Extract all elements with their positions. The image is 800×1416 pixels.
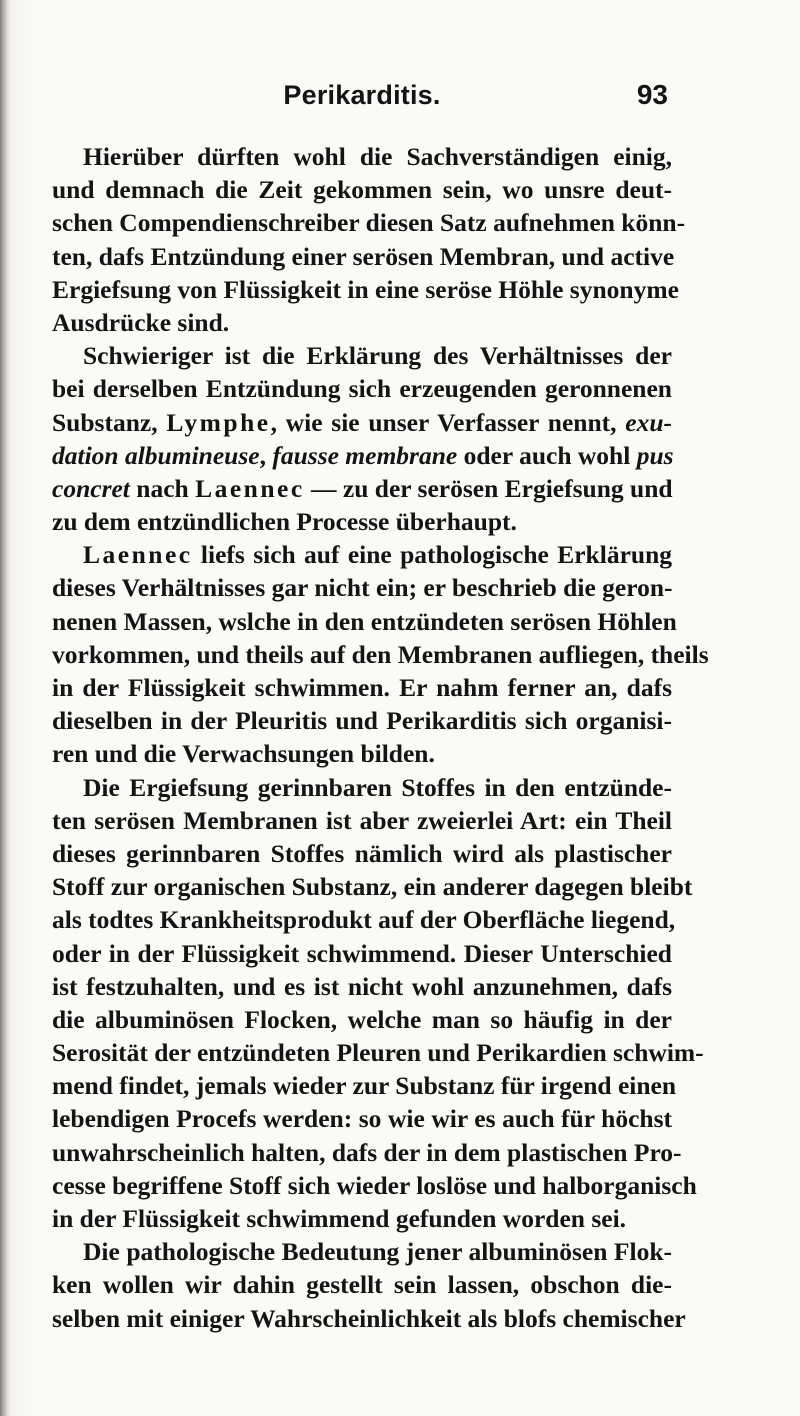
italic-term: exu-: [625, 407, 672, 437]
text-run: liefs sich auf eine pathologische Erklärung: [192, 540, 672, 570]
page-number: 93: [636, 79, 668, 110]
text-line: [52, 472, 672, 505]
text-line: Die Ergiefsung gerinnbaren Stoffes in den entzünde-: [83, 772, 672, 802]
text-line: [52, 538, 672, 571]
italic-term: pus: [636, 440, 674, 470]
text-line: Die pathologische Bedeutung jener albuminösen Flok-: [83, 1237, 672, 1267]
text-line: Ausdrücke sind.: [52, 307, 230, 337]
text-line: und demnach die Zeit gekommen sein, wo unsre deut-: [52, 175, 672, 205]
text-line: [52, 439, 672, 472]
spaced-term: Laennec: [83, 540, 193, 570]
page-header: [56, 80, 668, 120]
text-run: ,: [259, 440, 273, 470]
text-run: , wie sie unser Verfasser nennt,: [270, 407, 626, 437]
text-line: vorkommen, und theils auf den Membranen aufliegen, theils: [52, 639, 709, 669]
text-line: lebendigen Procefs werden: so wie wir es auch für höchst: [52, 1104, 672, 1134]
text-line: bei derselben Entzündung sich erzeugenden geronnenen: [52, 374, 672, 404]
text-line: mend findet, jemals wieder zur Substanz für irgend einen: [52, 1071, 677, 1101]
text-line: Ergiefsung von Flüssigkeit in eine seröse Höhle synonyme: [52, 274, 679, 304]
text-line: ten serösen Membranen ist aber zweierlei Art: ein Theil: [52, 805, 672, 835]
text-line: Stoff zur organischen Substanz, ein anderer dagegen bleibt: [52, 872, 693, 902]
spaced-term: Lymphe: [166, 407, 271, 437]
spaced-term: Laennec: [195, 473, 305, 503]
text-line: dieses gerinnbaren Stoffes nämlich wird als plastischer: [52, 838, 672, 868]
text-line: cesse begriffene Stoff sich wieder loslöse und halborganisch: [52, 1170, 697, 1200]
italic-term: dation albumineuse: [52, 440, 260, 470]
text-line: schen Compendienschreiber diesen Satz aufnehmen könn-: [52, 208, 686, 238]
running-title: Perikarditis.: [283, 80, 441, 110]
text-line: zu dem entzündlichen Processe überhaupt.: [52, 507, 517, 537]
text-line: ren und die Verwachsungen bilden.: [52, 739, 435, 769]
italic-term: concret: [52, 473, 130, 503]
text-line: in der Flüssigkeit schwimmend gefunden worden sei.: [52, 1204, 627, 1233]
text-line: die albuminösen Flocken, welche man so häufig in der: [52, 1004, 672, 1034]
text-line: Hierüber dürften wohl die Sachverständigen einig,: [83, 142, 672, 171]
text-line: selben mit einiger Wahrscheinlichkeit als blofs chemischer: [52, 1303, 686, 1333]
text-line: dieses Verhältnisses gar nicht ein; er beschrieb die geron-: [52, 573, 673, 603]
text-run: Substanz,: [52, 407, 167, 437]
text-line: [52, 406, 672, 439]
text-line: unwahrscheinlich halten, dafs der in dem plastischen Pro-: [52, 1137, 682, 1167]
text-line: ten, dafs Entzündung einer serösen Membran, und active: [52, 241, 675, 271]
text-line: in der Flüssigkeit schwimmen. Er nahm ferner an, dafs: [52, 673, 672, 702]
text-run: — zu der serösen Ergiefsung und: [304, 473, 673, 503]
binding-gutter: [0, 0, 10, 1416]
text-line: Schwieriger ist die Erklärung des Verhältnisses der: [83, 341, 672, 371]
text-run: nach: [129, 473, 196, 503]
text-line: Serosität der entzündeten Pleuren und Perikardien schwim-: [52, 1038, 704, 1068]
text-line: nenen Massen, wslche in den entzündeten serösen Höhlen: [52, 606, 677, 636]
text-line: oder in der Flüssigkeit schwimmend. Dieser Unterschied: [52, 938, 672, 968]
text-line: ist festzuhalten, und es ist nicht wohl anzunehmen, dafs: [52, 971, 672, 1001]
body-text: [52, 140, 709, 1335]
italic-term: fausse membrane: [272, 440, 458, 470]
text-line: dieselben in der Pleuritis und Perikarditis sich organisi-: [52, 706, 672, 736]
text-line: als todtes Krankheitsprodukt auf der Oberfläche liegend,: [52, 905, 676, 935]
text-line: ken wollen wir dahin gestellt sein lassen, obschon die-: [52, 1270, 672, 1300]
text-run: oder auch wohl: [457, 440, 637, 470]
